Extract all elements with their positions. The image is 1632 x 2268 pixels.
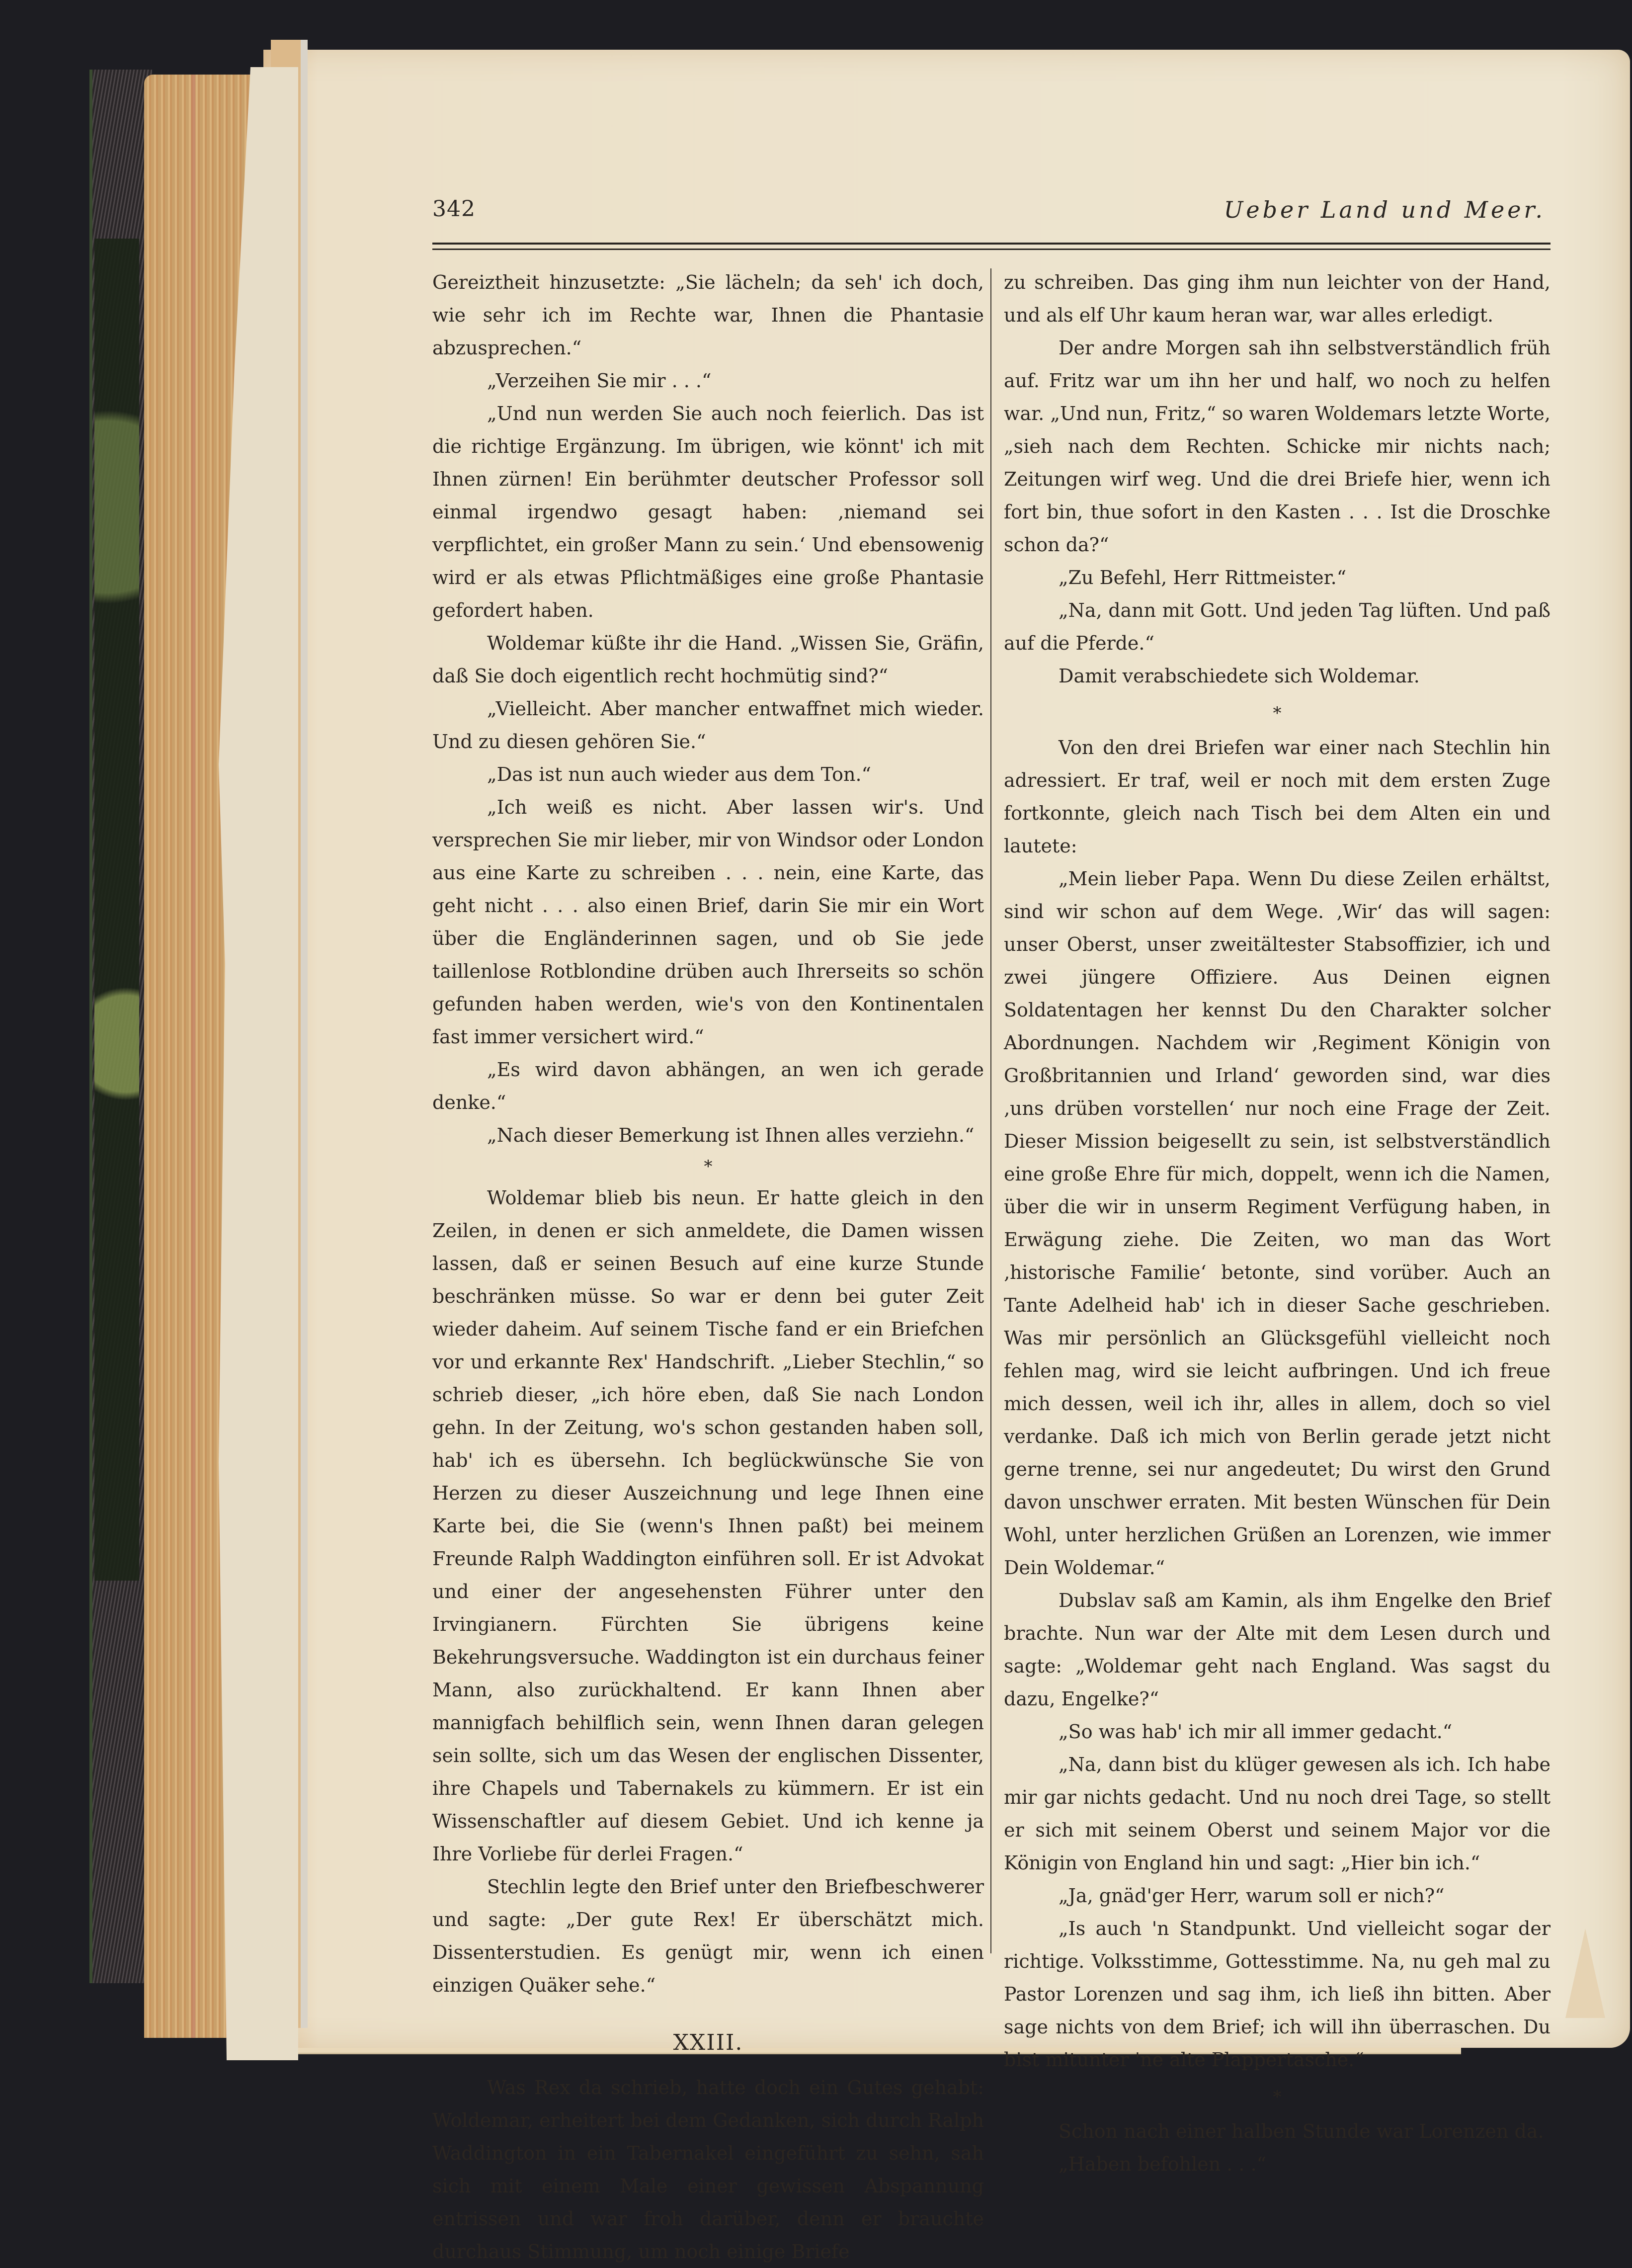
paragraph: „Nach dieser Bemerkung ist Ihnen alles verziehn.“ <box>487 1124 975 1146</box>
paragraph: „Ja, gnäd'ger Herr, warum soll er nich?“ <box>1059 1885 1445 1907</box>
paragraph: „Na, dann bist du klüger gewesen als ich. Ich habe mir gar nichts gedacht. Und nu noch drei Tage, so stellt er sich mit seinem Oberst und seinem Major vor die Königin von England hin und sagt: „Hier bin ich.“ <box>1004 1754 1550 1874</box>
paragraph: Stechlin legte den Brief unter den Briefbeschwerer und sagte: „Der gute Rex! Er überschätzt mich. Dissenterstudien. Es genügt mir, wenn ich einen einzigen Quäker sehe.“ <box>432 1876 984 1996</box>
section-separator: * <box>704 1157 713 1176</box>
column-divider <box>990 268 991 1953</box>
header-rule-bottom <box>432 249 1550 250</box>
paragraph: Woldemar blieb bis neun. Er hatte gleich in den Zeilen, in denen er sich anmeldete, die Damen wissen lassen, daß er seinen Besuch auf eine kurze Stunde beschränken müsse. So war er denn bei guter Zeit wieder daheim. Auf seinem Tische fand er ein Briefchen vor und erkannte Rex' Handschrift. „Lieber Stechlin,“ so schrieb dieser, „ich höre eben, daß Sie nach London gehn. In der Zeitung, wo's schon gestanden haben soll, hab' ich es übersehn. Ich beglückwünsche Sie von Herzen zu dieser Auszeichnung und lege Ihnen eine Karte bei, die Sie (wenn's Ihnen paßt) bei meinem Freunde Ralph Waddington einführen soll. Er ist Advokat und einer der angesehensten Führer unter den Irvingianern. Fürchten Sie übrigens keine Bekehrungsversuche. Waddington ist ein durchaus feiner Mann, also zurückhaltend. Er kann Ihnen aber mannigfach behilflich sein, wenn Ihnen daran gelegen sein sollte, sich um das Wesen der englischen Dissenter, ihre Chapels und Tabernakels zu kümmern. Er ist ein Wissenschaftler auf diesem Gebiet. Und ich kenne ja Ihre Vorliebe für derlei Fragen.“ <box>432 1187 984 1865</box>
paragraph: „Haben befohlen . . .“ <box>1059 2153 1267 2175</box>
paragraph: „Und nun werden Sie auch noch feierlich. Das ist die richtige Ergänzung. Im übrigen, wie könnt' ich mit Ihnen zürnen! Ein berühmter deutscher Professor soll einmal irgendwo gesagt haben: ‚niemand sei verpflichtet, ein großer Mann zu sein.‘ Und ebensowenig wird er als etwas Pflichtmäßiges eine große Phantasie gefordert haben. <box>432 403 984 621</box>
section-separator: * <box>1273 2087 1282 2107</box>
paragraph: Was Rex da schrieb, hatte doch ein Gutes gehabt: Woldemar, erheitert bei dem Gedanken, sich durch Ralph Waddington in ein Tabernakel eingeführt zu sehn, sah sich mit einem Male einer gewissen Abspannung entrissen und war froh darüber, denn er brauchte durchaus Stimmung, um noch einige Briefe <box>432 2077 984 2263</box>
paragraph: „Zu Befehl, Herr Rittmeister.“ <box>1059 567 1347 588</box>
page-header <box>432 196 1550 226</box>
section-separator: * <box>1273 703 1282 723</box>
paragraph: Schon nach einer halben Stunde war Lorenzen da. <box>1059 2120 1544 2142</box>
right-column <box>1004 266 1550 2181</box>
paragraph: Der andre Morgen sah ihn selbstverständlich früh auf. Fritz war um ihn her und half, wo noch zu helfen war. „Und nun, Fritz,“ so waren Woldemars letzte Worte, „sieh nach dem Rechten. Schicke mir nichts nach; Zeitungen wirf weg. Und die drei Briefe hier, wenn ich fort bin, thue sofort in den Kasten . . . Ist die Droschke schon da?“ <box>1004 337 1550 556</box>
left-column <box>432 266 984 2268</box>
paragraph: Damit verabschiedete sich Woldemar. <box>1059 665 1420 687</box>
paragraph: „Vielleicht. Aber mancher entwaffnet mich wieder. Und zu diesen gehören Sie.“ <box>432 698 984 753</box>
paragraph: „Es wird davon abhängen, an wen ich gerade denke.“ <box>432 1059 984 1113</box>
paragraph: „Das ist nun auch wieder aus dem Ton.“ <box>487 763 871 785</box>
paragraph: „Ich weiß es nicht. Aber lassen wir's. Und versprechen Sie mir lieber, mir von Windsor oder London aus eine Karte zu schreiben . . . nein, eine Karte, das geht nicht . . . also einen Brief, darin Sie mir ein Wort über die Engländerinnen sagen, und ob Sie jede taillenlose Rotblondine drüben auch Ihrerseits so schön gefunden haben werden, wie's von den Kontinentalen fast immer versichert wird.“ <box>432 796 984 1048</box>
chapter-heading: XXIII. <box>673 2030 743 2055</box>
marbled-cover <box>94 239 139 1581</box>
red-edge-stain <box>191 75 195 2038</box>
paragraph: „Is auch 'n Standpunkt. Und vielleicht sogar der richtige. Volksstimme, Gottesstimme. Na, nu geh mal zu Pastor Lorenzen und sag ihm, ich ließ ihn bitten. Aber sage nichts von dem Brief; ich will ihn überraschen. Du bist mitunter 'ne alte Plappertasche.“ <box>1004 1918 1550 2071</box>
running-title: Ueber Land und Meer. <box>1224 196 1546 223</box>
paragraph: Woldemar küßte ihr die Hand. „Wissen Sie, Gräfin, daß Sie doch eigentlich recht hochmütig sind?“ <box>432 632 984 687</box>
paragraph: „So was hab' ich mir all immer gedacht.“ <box>1059 1721 1453 1743</box>
paragraph: Gereiztheit hinzusetzte: „Sie lächeln; da seh' ich doch, wie sehr ich im Rechte war, Ihnen die Phantasie abzusprechen.“ <box>432 271 984 359</box>
header-rule-top <box>432 243 1550 245</box>
paragraph: „Verzeihen Sie mir . . .“ <box>487 370 712 392</box>
paragraph: zu schreiben. Das ging ihm nun leichter von der Hand, und als elf Uhr kaum heran war, war alles erledigt. <box>1004 271 1550 326</box>
page-number: 342 <box>432 196 476 222</box>
paragraph: „Mein lieber Papa. Wenn Du diese Zeilen erhältst, sind wir schon auf dem Wege. ‚Wir‘ das will sagen: unser Oberst, unser zweitältester Stabsoffizier, ich und zwei jüngere Offiziere. Aus Deinen eignen Soldatentagen her kennst Du den Charakter solcher Abordnungen. Nachdem wir ‚Regiment Königin von Großbritannien und Irland‘ geworden sind, war dies ‚uns drüben vorstellen‘ nur noch eine Frage der Zeit. Dieser Mission beigesellt zu sein, ist selbstverständlich eine große Ehre für mich, doppelt, wenn ich die Namen, über die wir in unserm Regiment Verfügung haben, in Erwägung ziehe. Die Zeiten, wo man das Wort ‚historische Familie‘ betonte, sind vorüber. Auch an Tante Adelheid hab' ich in dieser Sache geschrieben. Was mir persönlich an Glücksgefühl vielleicht noch fehlen mag, wird sie leicht aufbringen. Und ich freue mich dessen, weil ich ihr, alles in allem, doch so viel verdanke. Daß ich mich von Berlin gerade jetzt nicht gerne trenne, sei nur angedeutet; Du wirst den Grund davon unschwer erraten. Mit besten Wünschen für Dein Wohl, unter herzlichen Grüßen an Lorenzen, wie immer Dein Woldemar.“ <box>1004 868 1550 1579</box>
folded-corner <box>1565 1929 1605 2018</box>
paragraph: „Na, dann mit Gott. Und jeden Tag lüften. Und paß auf die Pferde.“ <box>1004 599 1550 654</box>
paragraph: Von den drei Briefen war einer nach Stechlin hin adressiert. Er traf, weil er noch mit dem ersten Zuge fortkonnte, gleich nach Tisch bei dem Alten ein und lautete: <box>1004 737 1550 857</box>
paragraph: Dubslav saß am Kamin, als ihm Engelke den Brief brachte. Nun war der Alte mit dem Lesen durch und sagte: „Woldemar geht nach England. Was sagst du dazu, Engelke?“ <box>1004 1590 1550 1710</box>
